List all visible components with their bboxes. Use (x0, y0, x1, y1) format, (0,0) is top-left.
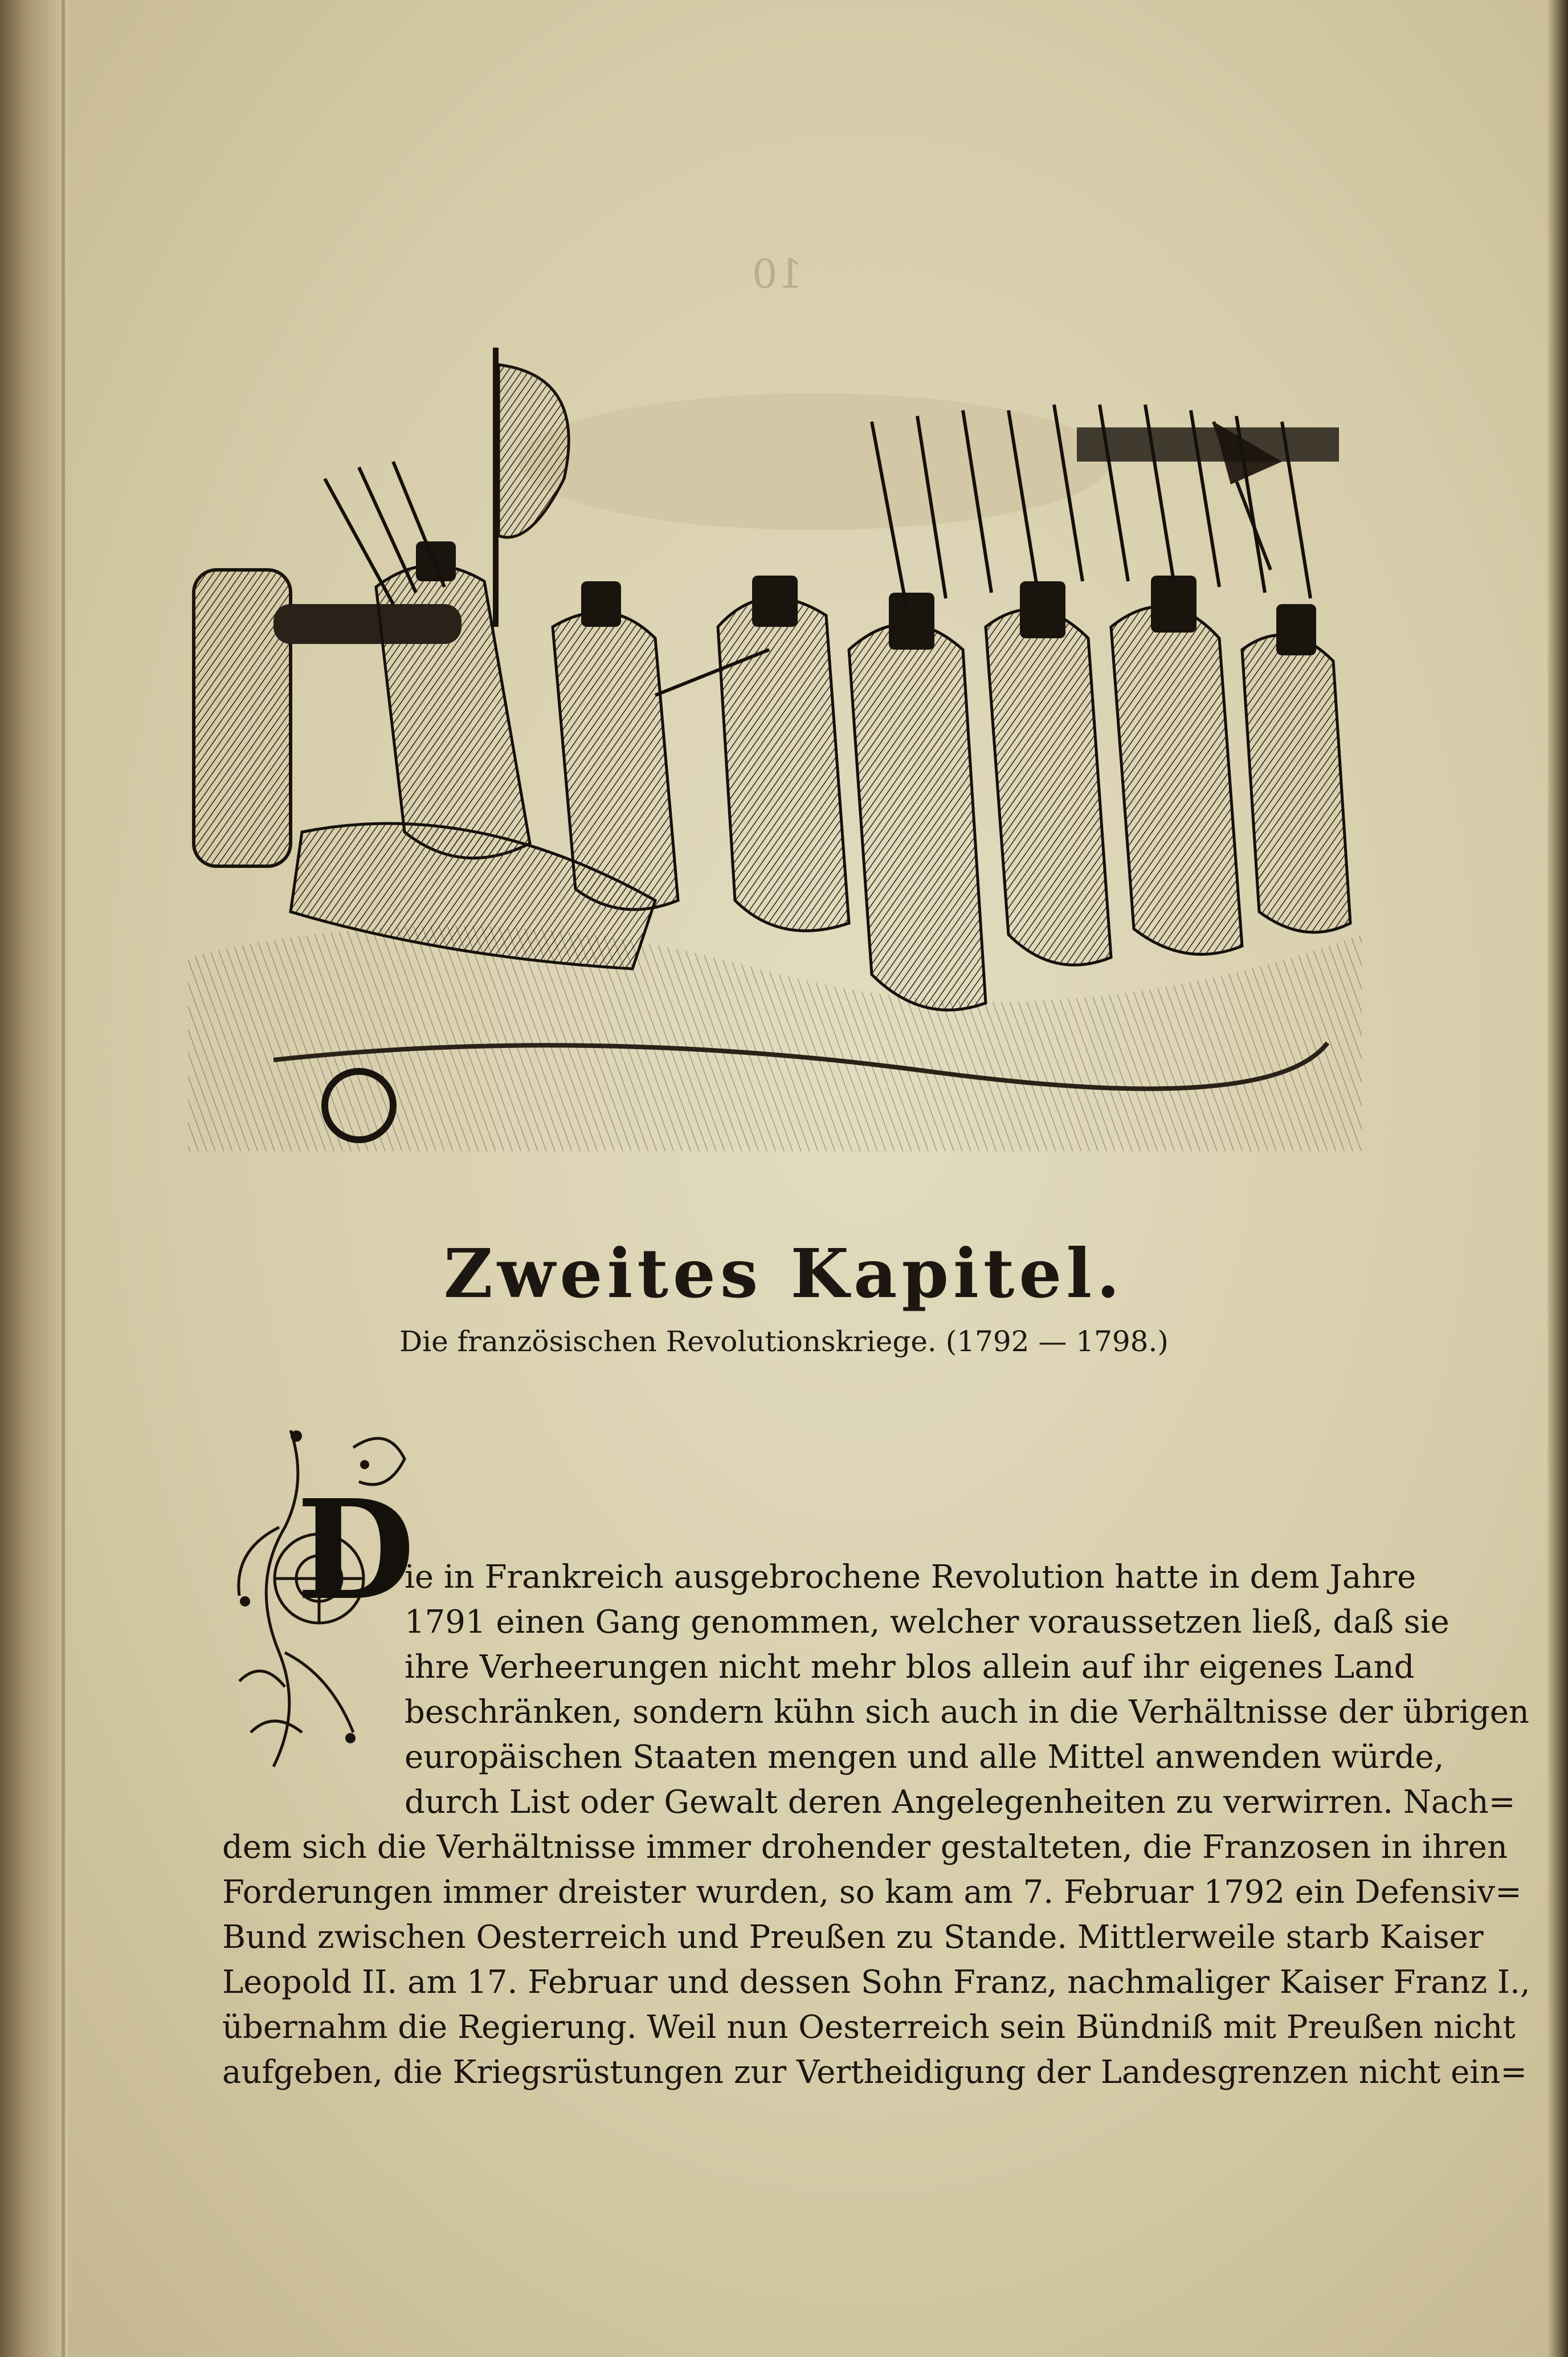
gutter-line (62, 0, 65, 2357)
battle-illustration (188, 331, 1362, 1151)
body-line: dem sich die Verhältnisse immer drohender gestalteten, die Franzosen in ihren (222, 1829, 1508, 1866)
body-line: europäischen Staaten mengen und alle Mittel anwenden würde, (405, 1739, 1444, 1776)
body-line: durch List oder Gewalt deren Angelegenheiten zu verwirren. Nach= (405, 1784, 1516, 1821)
book-binding (0, 0, 68, 2357)
body-line: aufgeben, die Kriegsrüstungen zur Vertheidigung der Landesgrenzen nicht ein= (222, 2054, 1528, 2091)
page-edge (1547, 0, 1568, 2357)
drop-cap-initial: D (296, 1470, 415, 1630)
chapter-subtitle: Die französischen Revolutionskriege. (1792 — 1798.) (399, 1325, 1169, 1358)
body-line: 1791 einen Gang genommen, welcher voraussetzen ließ, daß sie (405, 1604, 1449, 1641)
body-line: beschränken, sondern kühn sich auch in die Verhältnisse der übrigen (405, 1694, 1529, 1731)
body-line: Forderungen immer dreister wurden, so kam am 7. Februar 1792 ein Defensiv= (222, 1874, 1522, 1911)
body-line: ihre Verheerungen nicht mehr blos allein auf ihr eigenes Land (405, 1649, 1415, 1686)
chapter-title: Zweites Kapitel. (443, 1234, 1125, 1313)
bleed-page-number: 10 (752, 251, 803, 297)
body-line: ie in Frankreich ausgebrochene Revolution hatte in dem Jahre (405, 1559, 1416, 1596)
body-line: Bund zwischen Oesterreich und Preußen zu Stande. Mittlerweile starb Kaiser (222, 1919, 1484, 1956)
body-line: Leopold II. am 17. Februar und dessen Sohn Franz, nachmaliger Kaiser Franz I., (222, 1964, 1530, 2001)
body-line: übernahm die Regierung. Weil nun Oesterreich sein Bündniß mit Preußen nicht (222, 2009, 1516, 2046)
